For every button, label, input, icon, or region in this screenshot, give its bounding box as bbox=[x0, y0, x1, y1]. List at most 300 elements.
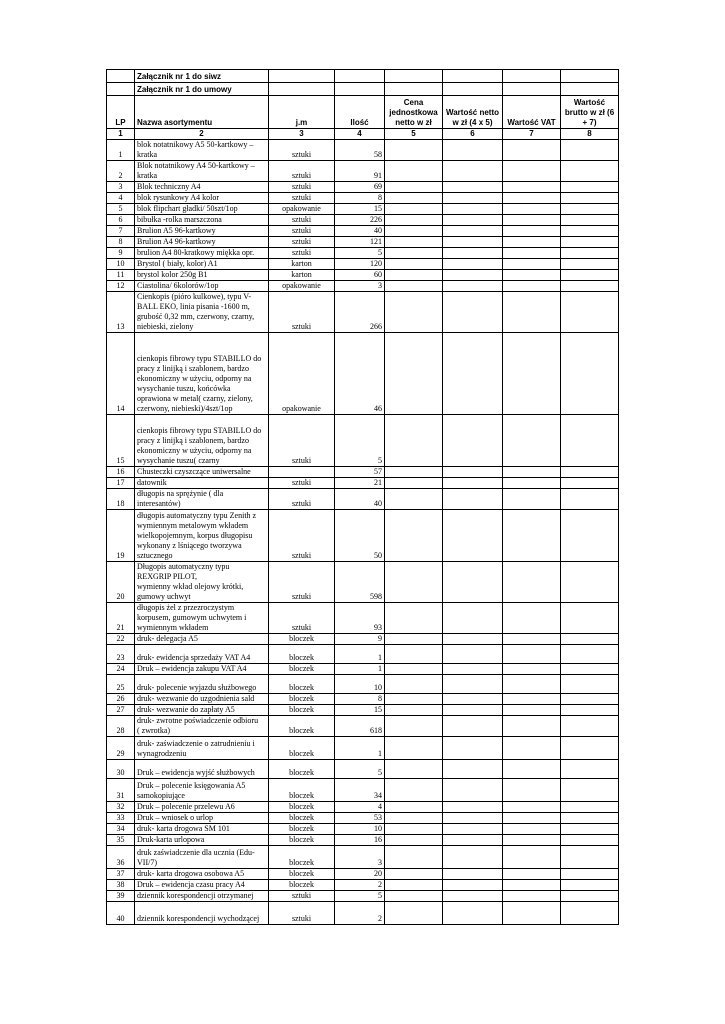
row-vat-cell bbox=[503, 603, 561, 634]
row-lp: 10 bbox=[107, 259, 135, 270]
row-unit: bloczek bbox=[269, 705, 335, 716]
order-table bbox=[106, 69, 619, 925]
table-row bbox=[107, 161, 619, 182]
row-price-cell bbox=[385, 467, 443, 478]
row-unit: bloczek bbox=[269, 835, 335, 846]
row-name: długopis na sprężynie ( dla interesantów) bbox=[135, 489, 269, 510]
row-lp: 27 bbox=[107, 705, 135, 716]
table-row bbox=[107, 259, 619, 270]
row-net-cell bbox=[443, 270, 503, 281]
row-lp: 23 bbox=[107, 645, 135, 664]
row-qty: 8 bbox=[335, 193, 385, 204]
row-qty: 15 bbox=[335, 705, 385, 716]
row-net-cell bbox=[443, 182, 503, 193]
row-price-cell bbox=[385, 237, 443, 248]
row-vat-cell bbox=[503, 835, 561, 846]
row-name: druk zaświadczenie dla ucznia (Edu- VII/7) bbox=[135, 846, 269, 869]
row-vat-cell bbox=[503, 634, 561, 645]
row-price-cell bbox=[385, 204, 443, 215]
row-lp: 29 bbox=[107, 737, 135, 760]
row-price-cell bbox=[385, 270, 443, 281]
row-name: Brulion A4 96-kartkowy bbox=[135, 237, 269, 248]
row-net-cell bbox=[443, 737, 503, 760]
header-vat: Wartość VAT bbox=[503, 96, 561, 129]
row-qty: 1 bbox=[335, 664, 385, 675]
row-vat-cell bbox=[503, 802, 561, 813]
row-net-cell bbox=[443, 760, 503, 779]
row-net-cell bbox=[443, 813, 503, 824]
row-name: Druk – polecenie przelewu A6 bbox=[135, 802, 269, 813]
row-price-cell bbox=[385, 824, 443, 835]
column-number: 7 bbox=[503, 129, 561, 140]
row-gross-cell bbox=[561, 675, 619, 694]
table-row bbox=[107, 415, 619, 467]
row-net-cell bbox=[443, 779, 503, 802]
table-row bbox=[107, 779, 619, 802]
row-net-cell bbox=[443, 694, 503, 705]
row-price-cell bbox=[385, 869, 443, 880]
row-lp: 13 bbox=[107, 292, 135, 333]
row-price-cell bbox=[385, 779, 443, 802]
row-price-cell bbox=[385, 248, 443, 259]
row-vat-cell bbox=[503, 824, 561, 835]
row-price-cell bbox=[385, 161, 443, 182]
row-lp: 2 bbox=[107, 161, 135, 182]
table-row bbox=[107, 270, 619, 281]
row-vat-cell bbox=[503, 846, 561, 869]
row-gross-cell bbox=[561, 182, 619, 193]
row-gross-cell bbox=[561, 694, 619, 705]
row-price-cell bbox=[385, 645, 443, 664]
row-gross-cell bbox=[561, 140, 619, 161]
row-vat-cell bbox=[503, 880, 561, 891]
row-qty: 3 bbox=[335, 281, 385, 292]
table-row bbox=[107, 603, 619, 634]
header-lp: LP bbox=[107, 96, 135, 129]
table-row bbox=[107, 634, 619, 645]
row-net-cell bbox=[443, 510, 503, 562]
row-name: druk- polecenie wyjazdu służbowego bbox=[135, 675, 269, 694]
row-lp: 30 bbox=[107, 760, 135, 779]
row-unit: sztuki bbox=[269, 140, 335, 161]
row-name: Chusteczki czyszczące uniwersalne bbox=[135, 467, 269, 478]
row-gross-cell bbox=[561, 510, 619, 562]
row-price-cell bbox=[385, 415, 443, 467]
row-vat-cell bbox=[503, 891, 561, 902]
row-name: Cienkopis (pióro kulkowe), typu V- BALL EKO, linia pisania -1600 m, grubość 0,32 mm, czerwony, czarny, niebieski, zielony bbox=[135, 292, 269, 333]
table-row bbox=[107, 248, 619, 259]
row-unit: sztuki bbox=[269, 182, 335, 193]
row-net-cell bbox=[443, 140, 503, 161]
row-price-cell bbox=[385, 813, 443, 824]
row-name: druk- ewidencja sprzedaży VAT A4 bbox=[135, 645, 269, 664]
row-vat-cell bbox=[503, 737, 561, 760]
table-row bbox=[107, 902, 619, 925]
row-name: Blok notatnikowy A4 50-kartkowy – kratka bbox=[135, 161, 269, 182]
table-row bbox=[107, 737, 619, 760]
row-net-cell bbox=[443, 215, 503, 226]
row-vat-cell bbox=[503, 204, 561, 215]
row-vat-cell bbox=[503, 259, 561, 270]
row-unit: sztuki bbox=[269, 226, 335, 237]
table-row bbox=[107, 281, 619, 292]
row-net-cell bbox=[443, 415, 503, 467]
header-price: Cena jednostkowa netto w zł bbox=[385, 96, 443, 129]
row-gross-cell bbox=[561, 634, 619, 645]
row-qty: 8 bbox=[335, 694, 385, 705]
column-number: 5 bbox=[385, 129, 443, 140]
row-qty: 5 bbox=[335, 415, 385, 467]
row-price-cell bbox=[385, 478, 443, 489]
row-gross-cell bbox=[561, 204, 619, 215]
row-net-cell bbox=[443, 237, 503, 248]
table-row bbox=[107, 467, 619, 478]
row-qty: 2 bbox=[335, 880, 385, 891]
row-vat-cell bbox=[503, 510, 561, 562]
row-gross-cell bbox=[561, 248, 619, 259]
row-qty: 5 bbox=[335, 760, 385, 779]
header-row bbox=[107, 96, 619, 129]
row-gross-cell bbox=[561, 737, 619, 760]
row-lp: 36 bbox=[107, 846, 135, 869]
row-vat-cell bbox=[503, 705, 561, 716]
row-name: dziennik korespondencji wychodzącej bbox=[135, 902, 269, 925]
row-vat-cell bbox=[503, 675, 561, 694]
row-qty: 3 bbox=[335, 846, 385, 869]
row-unit: sztuki bbox=[269, 603, 335, 634]
row-lp: 31 bbox=[107, 779, 135, 802]
row-vat-cell bbox=[503, 140, 561, 161]
row-price-cell bbox=[385, 489, 443, 510]
row-vat-cell bbox=[503, 869, 561, 880]
row-price-cell bbox=[385, 193, 443, 204]
row-net-cell bbox=[443, 675, 503, 694]
row-price-cell bbox=[385, 562, 443, 603]
row-net-cell bbox=[443, 880, 503, 891]
row-net-cell bbox=[443, 902, 503, 925]
table-row bbox=[107, 664, 619, 675]
row-lp: 21 bbox=[107, 603, 135, 634]
table-row bbox=[107, 193, 619, 204]
row-name: Brystol ( biały, kolor) A1 bbox=[135, 259, 269, 270]
table-row bbox=[107, 846, 619, 869]
table-row bbox=[107, 880, 619, 891]
row-net-cell bbox=[443, 716, 503, 737]
table-row bbox=[107, 204, 619, 215]
annotation-row-2 bbox=[107, 83, 619, 96]
row-qty: 10 bbox=[335, 675, 385, 694]
row-unit: sztuki bbox=[269, 478, 335, 489]
column-number: 2 bbox=[135, 129, 269, 140]
row-gross-cell bbox=[561, 226, 619, 237]
row-price-cell bbox=[385, 694, 443, 705]
row-qty: 57 bbox=[335, 467, 385, 478]
row-net-cell bbox=[443, 869, 503, 880]
row-gross-cell bbox=[561, 270, 619, 281]
row-qty: 120 bbox=[335, 259, 385, 270]
row-qty: 15 bbox=[335, 204, 385, 215]
header-unit: j.m bbox=[269, 96, 335, 129]
row-lp: 8 bbox=[107, 237, 135, 248]
row-price-cell bbox=[385, 215, 443, 226]
row-price-cell bbox=[385, 846, 443, 869]
row-gross-cell bbox=[561, 562, 619, 603]
row-name: blok flipchart gładki/ 50szt/1op bbox=[135, 204, 269, 215]
row-gross-cell bbox=[561, 880, 619, 891]
row-gross-cell bbox=[561, 603, 619, 634]
row-name: druk- wezwanie do uzgodnienia sald bbox=[135, 694, 269, 705]
row-name: blok rysunkowy A4 kolor bbox=[135, 193, 269, 204]
table-row bbox=[107, 226, 619, 237]
row-price-cell bbox=[385, 705, 443, 716]
row-gross-cell bbox=[561, 705, 619, 716]
row-net-cell bbox=[443, 824, 503, 835]
row-unit: bloczek bbox=[269, 675, 335, 694]
row-name: Druk – wniosek o urlop bbox=[135, 813, 269, 824]
row-qty: 58 bbox=[335, 140, 385, 161]
row-net-cell bbox=[443, 226, 503, 237]
row-qty: 69 bbox=[335, 182, 385, 193]
row-name: cienkopis fibrowy typu STABILLO do pracy z linijką i szablonem, bardzo ekonomiczny w użyciu, odporny na wysychanie tuszu( czarny bbox=[135, 415, 269, 467]
row-name: cienkopis fibrowy typu STABILLO do pracy z linijką i szablonem, bardzo ekonomiczny w użyciu, odporny na wysychanie tuszu, końcówka oprawiona w metal( czarny, zielony, czerwony, niebieski)/4szt/1op bbox=[135, 333, 269, 415]
row-vat-cell bbox=[503, 664, 561, 675]
table-row bbox=[107, 802, 619, 813]
header-net: Wartość netto w zł (4 x 5) bbox=[443, 96, 503, 129]
annotation-row-1 bbox=[107, 70, 619, 83]
row-price-cell bbox=[385, 760, 443, 779]
row-lp: 17 bbox=[107, 478, 135, 489]
row-gross-cell bbox=[561, 259, 619, 270]
row-qty: 4 bbox=[335, 802, 385, 813]
row-name: druk- karta drogowa osobowa A5 bbox=[135, 869, 269, 880]
row-name: długopis automatyczny typu Zenith z wymiennym metalowym wkładem wielkopojemnym, korpus długopisu wykonany z lśniącego tworzywa sztucznego bbox=[135, 510, 269, 562]
row-unit: sztuki bbox=[269, 193, 335, 204]
row-lp: 14 bbox=[107, 333, 135, 415]
row-vat-cell bbox=[503, 248, 561, 259]
row-name: druk- delegacja A5 bbox=[135, 634, 269, 645]
row-price-cell bbox=[385, 333, 443, 415]
row-lp: 37 bbox=[107, 869, 135, 880]
row-gross-cell bbox=[561, 333, 619, 415]
row-unit: bloczek bbox=[269, 813, 335, 824]
table-row bbox=[107, 705, 619, 716]
row-gross-cell bbox=[561, 802, 619, 813]
table-row bbox=[107, 237, 619, 248]
row-unit: sztuki bbox=[269, 248, 335, 259]
row-net-cell bbox=[443, 489, 503, 510]
table-row bbox=[107, 510, 619, 562]
row-lp: 33 bbox=[107, 813, 135, 824]
row-gross-cell bbox=[561, 415, 619, 467]
row-price-cell bbox=[385, 716, 443, 737]
row-unit: sztuki bbox=[269, 562, 335, 603]
row-name: brystol kolor 250g B1 bbox=[135, 270, 269, 281]
row-gross-cell bbox=[561, 215, 619, 226]
row-name: bibułka -rolka marszczona bbox=[135, 215, 269, 226]
row-unit: bloczek bbox=[269, 880, 335, 891]
row-name: Druk – ewidencja wyjść służbowych bbox=[135, 760, 269, 779]
row-gross-cell bbox=[561, 779, 619, 802]
row-vat-cell bbox=[503, 270, 561, 281]
row-vat-cell bbox=[503, 716, 561, 737]
row-lp: 1 bbox=[107, 140, 135, 161]
row-name: Druk – ewidencja czasu pracy A4 bbox=[135, 880, 269, 891]
row-unit: bloczek bbox=[269, 846, 335, 869]
row-qty: 226 bbox=[335, 215, 385, 226]
row-vat-cell bbox=[503, 760, 561, 779]
row-unit: karton bbox=[269, 270, 335, 281]
row-name: długopis żel z przezroczystym korpusem, gumowym uchwytem i wymiennym wkładem bbox=[135, 603, 269, 634]
row-name: Ciastolina/ 6kolorów/1op bbox=[135, 281, 269, 292]
row-price-cell bbox=[385, 292, 443, 333]
row-gross-cell bbox=[561, 902, 619, 925]
row-vat-cell bbox=[503, 215, 561, 226]
row-lp: 11 bbox=[107, 270, 135, 281]
row-lp: 28 bbox=[107, 716, 135, 737]
row-gross-cell bbox=[561, 846, 619, 869]
table-row bbox=[107, 140, 619, 161]
row-unit: opakowanie bbox=[269, 281, 335, 292]
row-qty: 598 bbox=[335, 562, 385, 603]
row-price-cell bbox=[385, 226, 443, 237]
row-net-cell bbox=[443, 161, 503, 182]
row-gross-cell bbox=[561, 193, 619, 204]
row-net-cell bbox=[443, 248, 503, 259]
column-number: 4 bbox=[335, 129, 385, 140]
row-net-cell bbox=[443, 562, 503, 603]
row-price-cell bbox=[385, 603, 443, 634]
column-number: 6 bbox=[443, 129, 503, 140]
row-vat-cell bbox=[503, 226, 561, 237]
row-lp: 35 bbox=[107, 835, 135, 846]
row-lp: 18 bbox=[107, 489, 135, 510]
row-price-cell bbox=[385, 737, 443, 760]
row-qty: 93 bbox=[335, 603, 385, 634]
row-unit: sztuki bbox=[269, 902, 335, 925]
row-gross-cell bbox=[561, 467, 619, 478]
row-net-cell bbox=[443, 835, 503, 846]
row-qty: 53 bbox=[335, 813, 385, 824]
row-qty: 2 bbox=[335, 902, 385, 925]
row-vat-cell bbox=[503, 193, 561, 204]
row-name: druk- zwrotne poświadczenie odbioru ( zwrotka) bbox=[135, 716, 269, 737]
row-unit: sztuki bbox=[269, 891, 335, 902]
row-gross-cell bbox=[561, 664, 619, 675]
row-gross-cell bbox=[561, 760, 619, 779]
row-net-cell bbox=[443, 705, 503, 716]
row-qty: 5 bbox=[335, 891, 385, 902]
row-qty: 266 bbox=[335, 292, 385, 333]
row-vat-cell bbox=[503, 562, 561, 603]
annotation-siwz: Załącznik nr 1 do siwz bbox=[135, 70, 269, 83]
row-vat-cell bbox=[503, 779, 561, 802]
row-lp: 5 bbox=[107, 204, 135, 215]
table-row bbox=[107, 869, 619, 880]
row-unit: sztuki bbox=[269, 489, 335, 510]
row-unit: opakowanie bbox=[269, 204, 335, 215]
row-name: Druk – polecenie księgowania A5 samokopiujące bbox=[135, 779, 269, 802]
row-qty: 21 bbox=[335, 478, 385, 489]
row-net-cell bbox=[443, 478, 503, 489]
row-gross-cell bbox=[561, 161, 619, 182]
table-row bbox=[107, 292, 619, 333]
row-lp: 39 bbox=[107, 891, 135, 902]
row-net-cell bbox=[443, 204, 503, 215]
row-name: Brulion A5 96-kartkowy bbox=[135, 226, 269, 237]
row-qty: 20 bbox=[335, 869, 385, 880]
column-number: 3 bbox=[269, 129, 335, 140]
row-qty: 9 bbox=[335, 634, 385, 645]
row-lp: 12 bbox=[107, 281, 135, 292]
row-qty: 1 bbox=[335, 645, 385, 664]
row-unit: bloczek bbox=[269, 634, 335, 645]
row-gross-cell bbox=[561, 891, 619, 902]
row-unit: bloczek bbox=[269, 716, 335, 737]
row-gross-cell bbox=[561, 237, 619, 248]
row-price-cell bbox=[385, 902, 443, 925]
table-row bbox=[107, 675, 619, 694]
table-row bbox=[107, 562, 619, 603]
row-vat-cell bbox=[503, 237, 561, 248]
row-name: druk- zaświadczenie o zatrudnieniu i wynagrodzeniu bbox=[135, 737, 269, 760]
row-unit: bloczek bbox=[269, 760, 335, 779]
table-row bbox=[107, 824, 619, 835]
row-qty: 618 bbox=[335, 716, 385, 737]
row-vat-cell bbox=[503, 813, 561, 824]
row-unit: karton bbox=[269, 259, 335, 270]
header-qty: Ilość bbox=[335, 96, 385, 129]
row-vat-cell bbox=[503, 415, 561, 467]
row-lp: 32 bbox=[107, 802, 135, 813]
column-number: 1 bbox=[107, 129, 135, 140]
row-unit: sztuki bbox=[269, 215, 335, 226]
row-lp: 22 bbox=[107, 634, 135, 645]
table-row bbox=[107, 694, 619, 705]
row-lp: 34 bbox=[107, 824, 135, 835]
row-price-cell bbox=[385, 664, 443, 675]
row-gross-cell bbox=[561, 281, 619, 292]
row-unit: sztuki bbox=[269, 237, 335, 248]
row-unit: sztuki bbox=[269, 161, 335, 182]
row-price-cell bbox=[385, 510, 443, 562]
row-net-cell bbox=[443, 645, 503, 664]
row-unit: bloczek bbox=[269, 869, 335, 880]
table-row bbox=[107, 813, 619, 824]
row-unit: bloczek bbox=[269, 645, 335, 664]
row-net-cell bbox=[443, 333, 503, 415]
row-name: druk- karta drogowa SM 101 bbox=[135, 824, 269, 835]
row-name: datownik bbox=[135, 478, 269, 489]
row-name: Druk-karta urlopowa bbox=[135, 835, 269, 846]
row-price-cell bbox=[385, 182, 443, 193]
row-vat-cell bbox=[503, 489, 561, 510]
row-name: brulion A4 80-kratkowy miękka opr. bbox=[135, 248, 269, 259]
row-qty: 91 bbox=[335, 161, 385, 182]
row-gross-cell bbox=[561, 824, 619, 835]
row-lp: 40 bbox=[107, 902, 135, 925]
row-price-cell bbox=[385, 675, 443, 694]
table-row bbox=[107, 215, 619, 226]
row-vat-cell bbox=[503, 292, 561, 333]
row-lp: 24 bbox=[107, 664, 135, 675]
header-gross: Wartość brutto w zł (6 + 7) bbox=[561, 96, 619, 129]
header-name: Nazwa asortymentu bbox=[135, 96, 269, 129]
row-name: druk- wezwanie do zapłaty A5 bbox=[135, 705, 269, 716]
table-row bbox=[107, 182, 619, 193]
row-unit: sztuki bbox=[269, 292, 335, 333]
row-qty: 40 bbox=[335, 226, 385, 237]
row-unit: sztuki bbox=[269, 415, 335, 467]
